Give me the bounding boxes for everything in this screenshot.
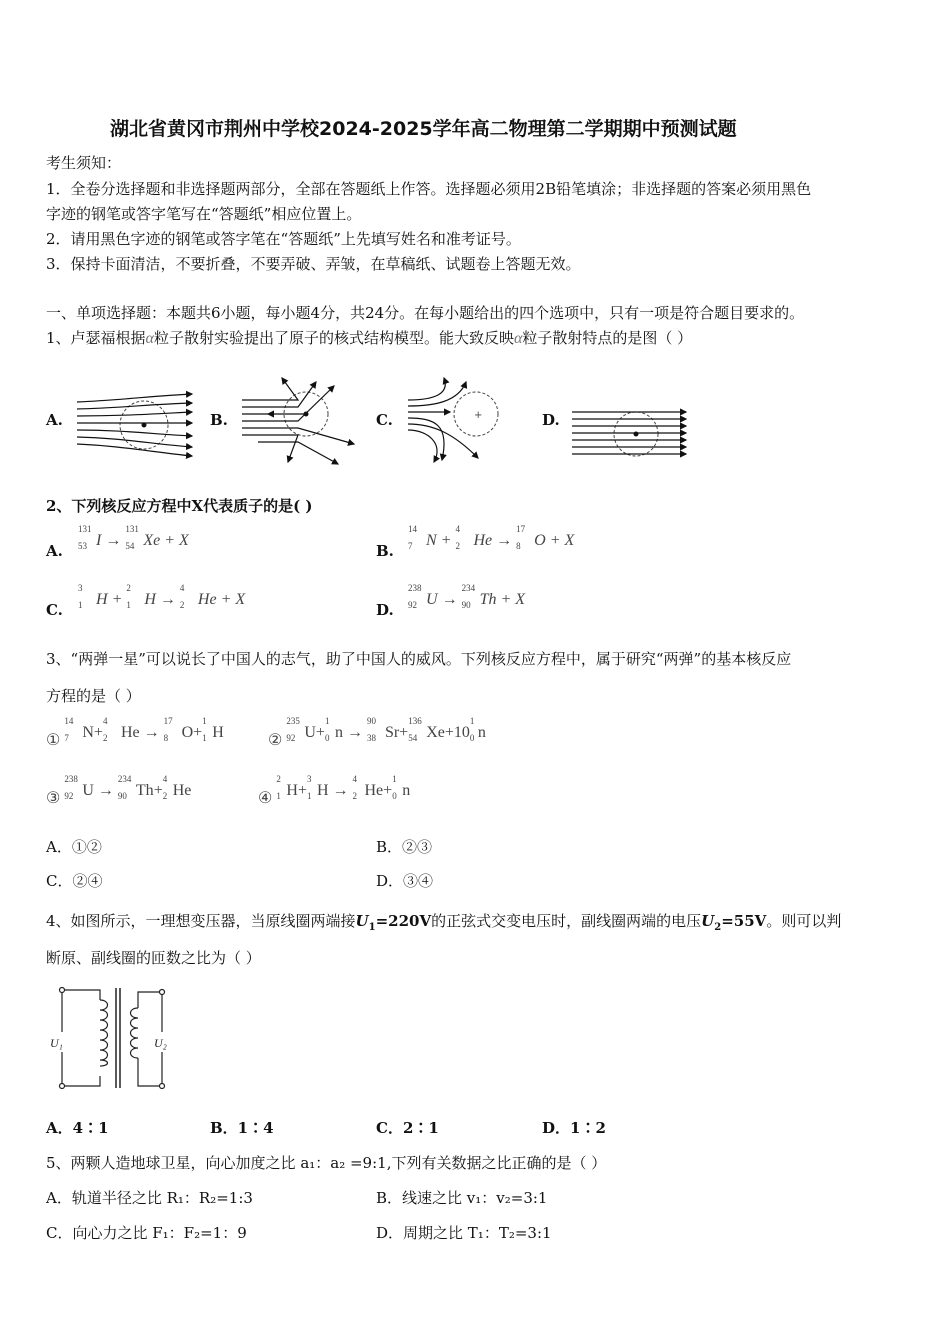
section-heading: 一、单项选择题：本题共6小题，每小题4分，共24分。在每小题给出的四个选项中，只有一项是符合题目要求的。 [46, 304, 805, 322]
u1-label: U₁ [50, 1036, 63, 1050]
notice-item: 2．请用黑色字迹的钢笔或答字笔在“答题纸”上先填写姓名和准考证号。 [46, 230, 521, 248]
q4-option-c[interactable]: C．2∶1 [376, 1119, 439, 1137]
q3-option-a[interactable]: A．①② [46, 838, 102, 856]
q2-option-b-equation: 14 7 N + 4 2 He → 17 8 O + X [408, 524, 575, 551]
q2-option-c-equation: 3 1 H + 2 1 H → 4 2 He + X [78, 583, 246, 610]
transformer-figure [46, 978, 176, 1098]
q5-option-b[interactable]: B．线速之比 v₁：v₂=3:1 [376, 1189, 548, 1207]
q4-option-a[interactable]: A．4∶1 [46, 1119, 109, 1137]
notice-item: 1．全卷分选择题和非选择题两部分，全部在答题纸上作答。选择题必须用2B铅笔填涂；非选择题的答案必须用黑色 [46, 180, 812, 198]
scattering-figure-a [72, 390, 196, 460]
q3-equation-4: ④ 2 1 H+ 3 1 H → 4 2 He+ 1 0 n [258, 774, 411, 807]
q2-option-d-equation: 238 92 U → 234 90 Th + X [408, 583, 526, 610]
q1-option-b-label[interactable]: B. [210, 411, 228, 429]
q2-option-d-label[interactable]: D. [376, 601, 394, 619]
q3-option-b[interactable]: B．②③ [376, 838, 433, 856]
svg-text:+: + [474, 410, 483, 421]
q2-option-c-label[interactable]: C. [46, 601, 63, 619]
q4-option-d[interactable]: D．1∶2 [542, 1119, 606, 1137]
q3-equation-3: ③ 238 92 U → 234 90 Th+ 4 2 He [46, 774, 192, 807]
q5-option-c[interactable]: C．向心力之比 F₁：F₂=1：9 [46, 1224, 247, 1242]
scattering-figure-b [238, 376, 362, 466]
notice-item: 字迹的钢笔或答字笔写在“答题纸”相应位置上。 [46, 205, 362, 223]
notice-heading: 考生须知： [46, 154, 122, 172]
q5-option-a[interactable]: A．轨道半径之比 R₁：R₂=1:3 [46, 1189, 253, 1207]
q4-option-b[interactable]: B．1∶4 [210, 1119, 274, 1137]
scattering-figure-d [568, 400, 692, 464]
question-5-stem: 5、两颗人造地球卫星，向心加度之比 a₁：a₂ =9:1,下列有关数据之比正确的是（ ） [46, 1154, 607, 1172]
q3-equation-2: ② 235 92 U+ 1 0 n → 90 38 Sr+ 136 54 Xe+10 1 0 n [268, 716, 486, 749]
scattering-figure-c [404, 374, 528, 464]
q2-option-a-equation: 131 53 I → 131 54 Xe + X [78, 524, 189, 551]
q3-option-c[interactable]: C．②④ [46, 872, 103, 890]
page-title: 湖北省黄冈市荆州中学校2024-2025学年高二物理第二学期期中预测试题 [110, 118, 737, 140]
question-3-stem: 3、“两弹一星”可以说长了中国人的志气，助了中国人的威风。下列核反应方程中，属于研究“两弹”的基本核反应 [46, 650, 792, 668]
q3-equation-1: ① 14 7 N+ 4 2 He → 17 8 O+ 1 1 H [46, 716, 224, 749]
notice-item: 3．保持卡面清洁，不要折叠，不要弄破、弄皱，在草稿纸、试题卷上答题无效。 [46, 255, 581, 273]
question-4-stem-cont: 断原、副线圈的匝数之比为（ ） [46, 949, 261, 967]
q2-option-b-label[interactable]: B. [376, 542, 394, 560]
q5-option-d[interactable]: D．周期之比 T₁：T₂=3:1 [376, 1224, 552, 1242]
question-1-stem: 1、卢瑟福根据α粒子散射实验提出了原子的核式结构模型。能大致反映α粒子散射特点的是图（ ） [46, 329, 693, 347]
q1-option-a-label[interactable]: A. [46, 411, 63, 429]
question-3-stem-cont: 方程的是（ ） [46, 687, 141, 705]
q1-option-c-label[interactable]: C. [376, 411, 393, 429]
u2-label: U₂ [154, 1036, 167, 1050]
q2-option-a-label[interactable]: A. [46, 542, 63, 560]
question-4-stem: 4、如图所示，一理想变压器，当原线圈两端接$U_1=220V$的正弦式交变电压时，副线圈两端的电压$U_2=55V$。则可以判 [46, 912, 842, 933]
question-2-stem: 2、下列核反应方程中X代表质子的是( ) [46, 497, 313, 515]
q1-option-d-label[interactable]: D. [542, 411, 560, 429]
q3-option-d[interactable]: D．③④ [376, 872, 434, 890]
